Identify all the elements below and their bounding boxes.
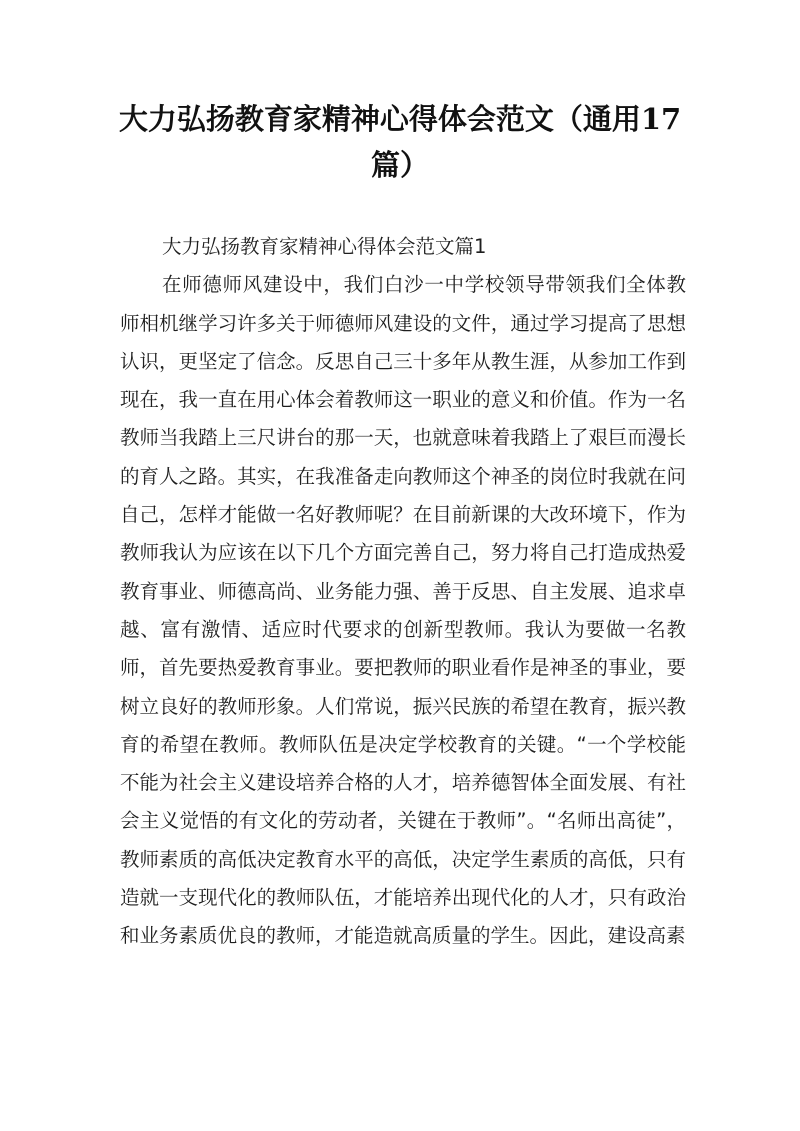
document-title: 大力弘扬教育家精神心得体会范文（通用17篇）: [118, 102, 682, 182]
body-paragraph: 在师德师风建设中，我们白沙一中学校领导带领我们全体教师相机继学习许多关于师德师风建设的文件，通过学习提高了思想认识，更坚定了信念。反思自己三十多年从教生涯，从参加工作到现在，我一直在用心体会着教师这一职业的意义和价值。作为一名教师当我踏上三尺讲台的那一天，也就意味着我踏上了艰巨而漫长的育人之路。其实，在我准备走向教师这个神圣的岗位时我就在问自己，怎样才能做一名好教师呢？在目前新课的大改环境下，作为教师我认为应该在以下几个方面完善自己，努力将自己打造成热爱教育事业、师德高尚、业务能力强、善于反思、自主发展、追求卓越、富有激情、适应时代要求的创新型教师。我认为要做一名教师，首先要热爱教育事业。要把教师的职业看作是神圣的事业，要树立良好的教师形象。人们常说，振兴民族的希望在教育，振兴教育的希望在教师。教师队伍是决定学校教育的关键。“一个学校能不能为社会主义建设培养合格的人才，培养德智体全面发展、有社会主义觉悟的有文化的劳动者，关键在于教师”。“名师出高徒”，教师素质的高低决定教育水平的高低，决定学生素质的高低，只有造就一支现代化的教师队伍，才能培养出现代化的人才，只有政治和业务素质优良的教师，才能造就高质量的学生。因此，建设高素: [120, 273, 686, 948]
document-body: [120, 228, 686, 956]
section-heading: 大力弘扬教育家精神心得体会范文篇1: [162, 235, 487, 258]
